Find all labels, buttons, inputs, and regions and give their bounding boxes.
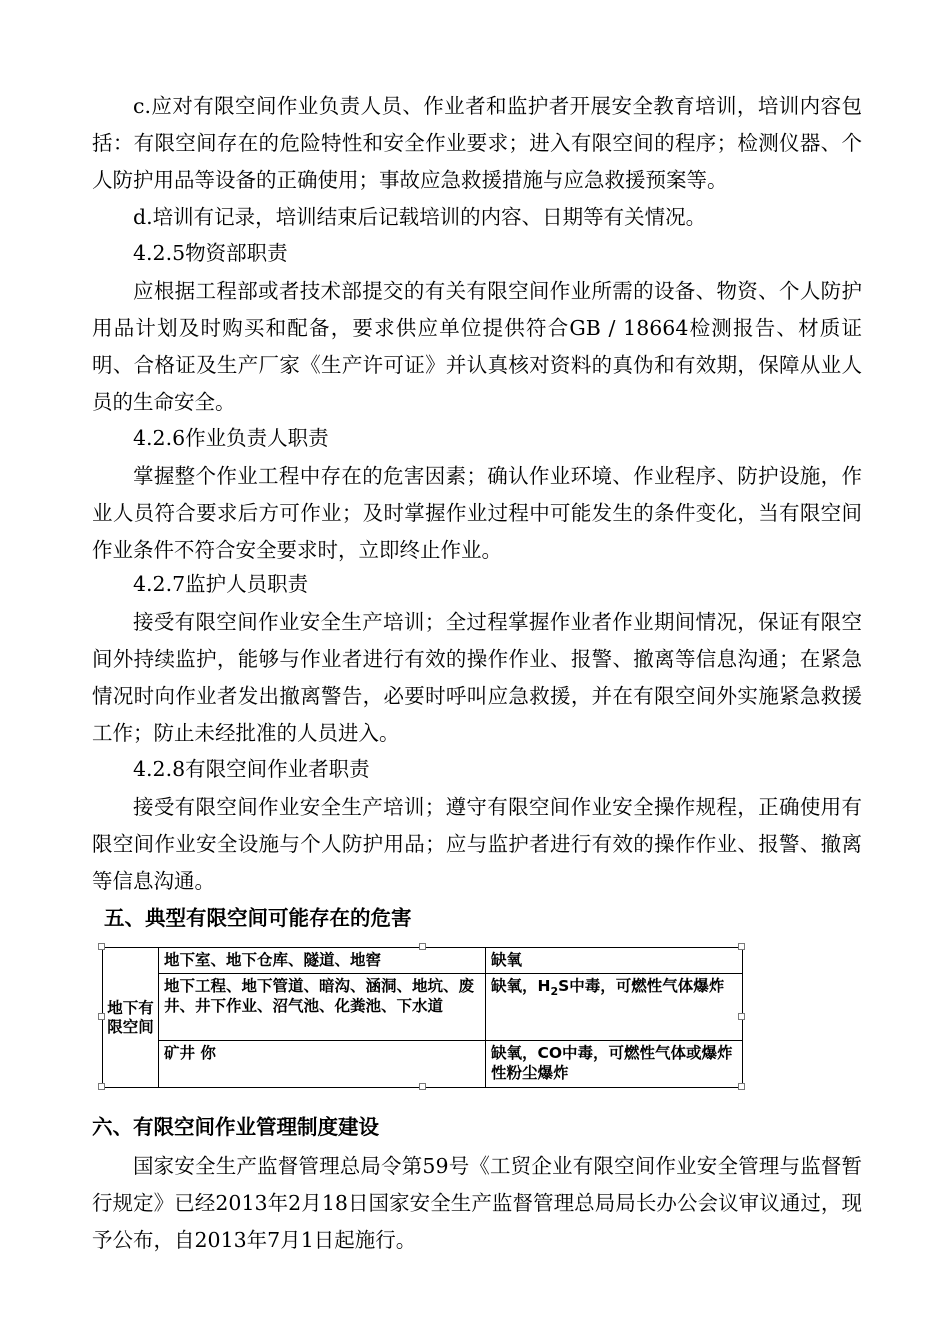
- table-row: [103, 974, 743, 1041]
- subscript-2: 2: [550, 985, 559, 999]
- resize-handle-top-right[interactable]: [738, 943, 745, 950]
- resize-handle-bottom-right[interactable]: [738, 1083, 745, 1090]
- table-row: [103, 948, 743, 974]
- paragraph-4-2-7: 接受有限空间作业安全生产培训；全过程掌握作业者作业期间情况，保证有限空间外持续监护，能够与作业者进行有效的操作作业、报警、撤离等信息沟通；在紧急情况时向作业者发出撤离警告，必要时呼叫应急救援，并在有限空间外实施紧急救援工作；防止未经批准的人员进入。: [92, 610, 862, 745]
- hazard-table-frame[interactable]: [102, 947, 742, 1087]
- hazards-text: 缺氧，H: [491, 977, 551, 995]
- resize-handle-bottom-middle[interactable]: [419, 1083, 426, 1090]
- section-6-heading: 六、有限空间作业管理制度建设: [92, 1115, 379, 1139]
- heading-4-2-5: 4.2.5物资部职责: [133, 241, 288, 265]
- heading-4-2-6: 4.2.6作业负责人职责: [133, 426, 329, 450]
- hazards-cell: 缺氧，CO中毒，可燃性气体或爆炸性粉尘爆炸: [486, 1041, 743, 1088]
- category-cell: 地下有限空间: [103, 948, 159, 1088]
- places-cell: 地下室、地下仓库、隧道、地窖: [159, 948, 486, 974]
- heading-4-2-8: 4.2.8有限空间作业者职责: [133, 757, 370, 781]
- resize-handle-middle-left[interactable]: [98, 1013, 105, 1020]
- places-cell: 地下工程、地下管道、暗沟、涵洞、地坑、废井、井下作业、沼气池、化粪池、下水道: [159, 974, 486, 1041]
- table-row: [103, 1041, 743, 1088]
- section-6-paragraph: 国家安全生产监督管理总局令第59号《工贸企业有限空间作业安全管理与监督暂行规定》已经2013年2月18日国家安全生产监督管理总局局长办公会议审议通过，现予公布，自2013年7月1日起施行。: [92, 1154, 862, 1252]
- paragraph-c: c.应对有限空间作业负责人员、作业者和监护者开展安全教育培训，培训内容包括：有限空间存在的危险特性和安全作业要求；进入有限空间的程序；检测仪器、个人防护用品等设备的正确使用；事故应急救援措施与应急救援预案等。: [92, 94, 862, 192]
- section-5-heading: 五、典型有限空间可能存在的危害: [104, 906, 412, 930]
- paragraph-d: d.培训有记录，培训结束后记载培训的内容、日期等有关情况。: [133, 205, 707, 229]
- heading-4-2-7: 4.2.7监护人员职责: [133, 572, 309, 596]
- paragraph-4-2-6: 掌握整个作业工程中存在的危害因素；确认作业环境、作业程序、防护设施，作业人员符合要求后方可作业；及时掌握作业过程中可能发生的条件变化，当有限空间作业条件不符合安全要求时，立即终止作业。: [92, 464, 862, 562]
- resize-handle-top-middle[interactable]: [419, 943, 426, 950]
- hazards-cell: 缺氧: [486, 948, 743, 974]
- paragraph-4-2-8: 接受有限空间作业安全生产培训；遵守有限空间作业安全操作规程，正确使用有限空间作业安全设施与个人防护用品；应与监护者进行有效的操作作业、报警、撤离等信息沟通。: [92, 795, 862, 893]
- resize-handle-bottom-left[interactable]: [98, 1083, 105, 1090]
- resize-handle-top-left[interactable]: [98, 943, 105, 950]
- paragraph-4-2-5: 应根据工程部或者技术部提交的有关有限空间作业所需的设备、物资、个人防护用品计划及时购买和配备，要求供应单位提供符合GB / 18664检测报告、材质证明、合格证及生产厂家《生产许可证》并认真核对资料的真伪和有效期，保障从业人员的生命安全。: [92, 279, 862, 414]
- hazard-table: [102, 947, 743, 1088]
- hazards-text: S中毒，可燃性气体爆炸: [558, 977, 725, 995]
- places-cell: 矿井 你: [159, 1041, 486, 1088]
- resize-handle-middle-right[interactable]: [738, 1013, 745, 1020]
- hazards-cell: [486, 974, 743, 1041]
